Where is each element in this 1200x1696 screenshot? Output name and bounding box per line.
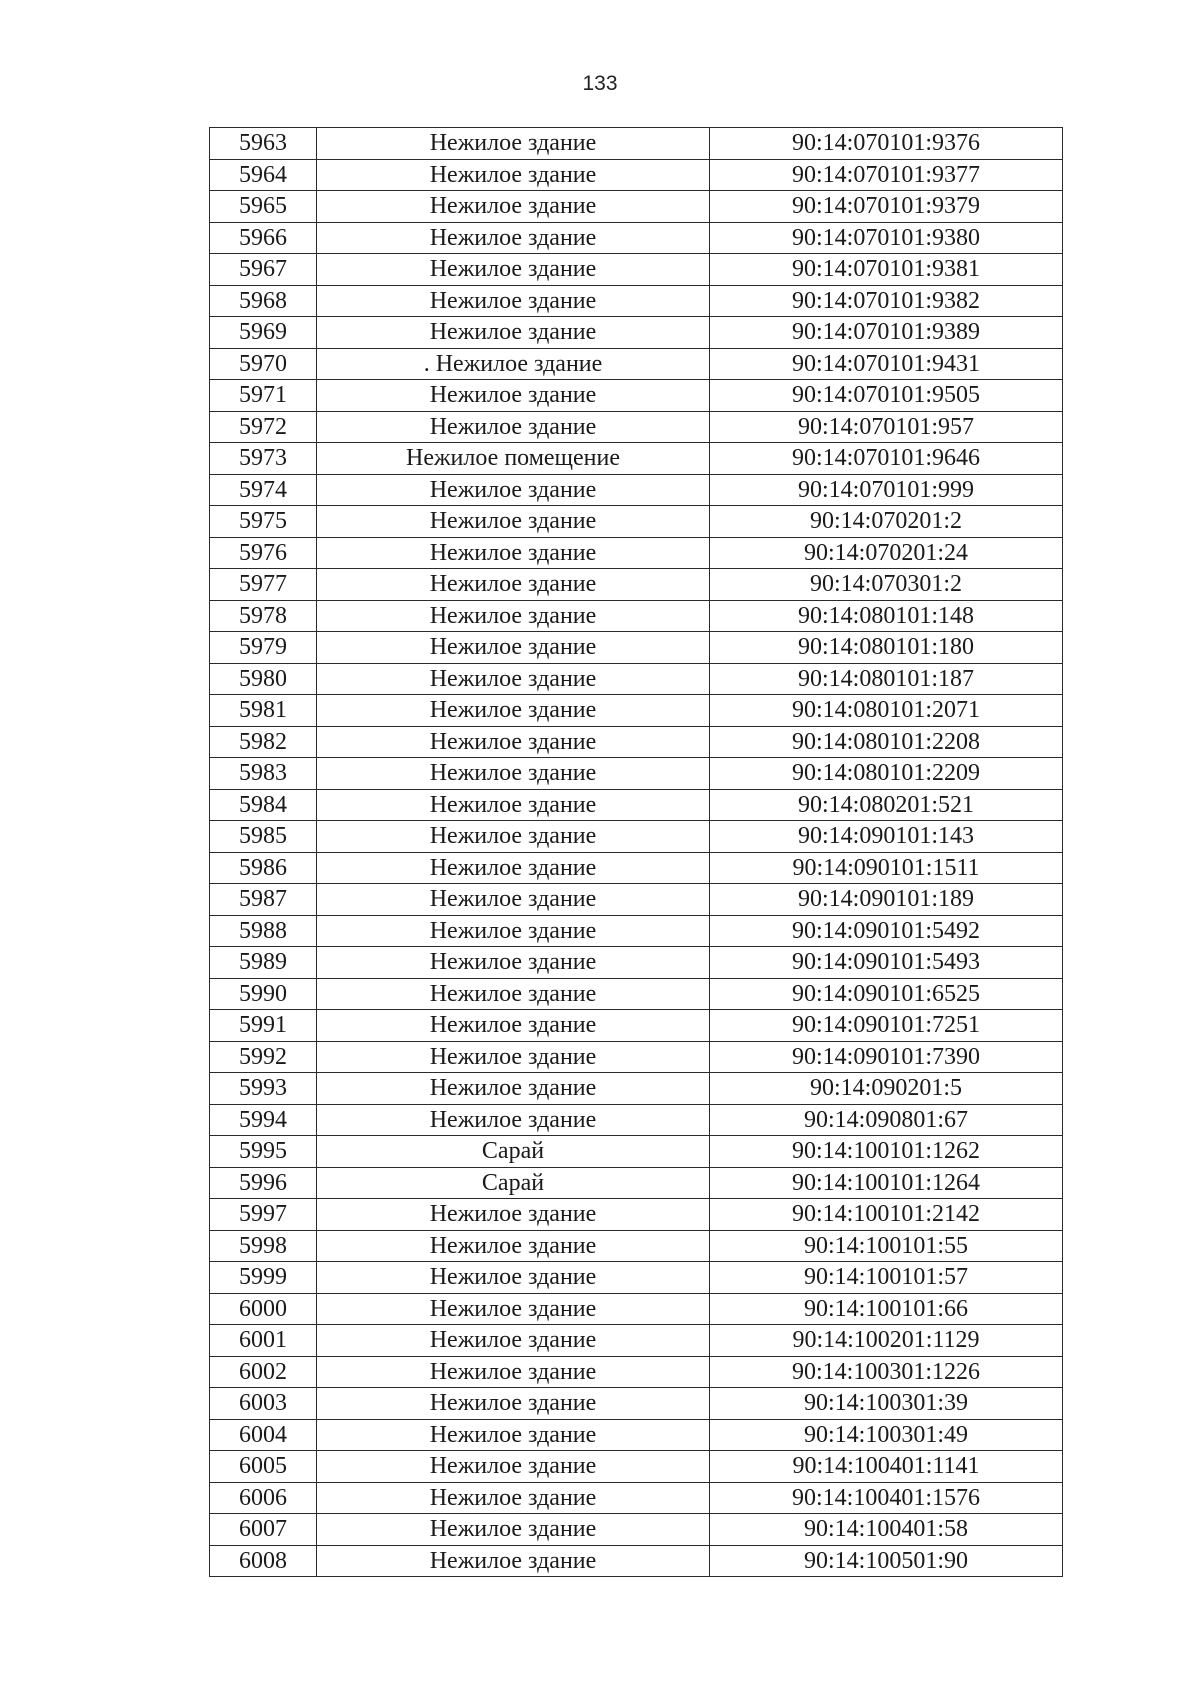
registry-table xyxy=(209,127,1063,1577)
cadastral-number-cell: 90:14:090101:143 xyxy=(710,821,1063,853)
row-number-cell: 5968 xyxy=(210,285,317,317)
cadastral-number-cell: 90:14:100401:1141 xyxy=(710,1451,1063,1483)
row-number-cell: 5989 xyxy=(210,947,317,979)
table-row xyxy=(210,1482,1063,1514)
table-row xyxy=(210,1136,1063,1168)
object-type-cell: Нежилое здание xyxy=(317,1482,710,1514)
row-number-cell: 6004 xyxy=(210,1419,317,1451)
row-number-cell: 5981 xyxy=(210,695,317,727)
table-row xyxy=(210,663,1063,695)
registry-table-body xyxy=(210,128,1063,1577)
row-number-cell: 6005 xyxy=(210,1451,317,1483)
object-type-cell: Нежилое здание xyxy=(317,632,710,664)
table-row xyxy=(210,159,1063,191)
cadastral-number-cell: 90:14:090101:6525 xyxy=(710,978,1063,1010)
cadastral-number-cell: 90:14:100101:57 xyxy=(710,1262,1063,1294)
row-number-cell: 6001 xyxy=(210,1325,317,1357)
row-number-cell: 5966 xyxy=(210,222,317,254)
object-type-cell: Нежилое здание xyxy=(317,1356,710,1388)
object-type-cell: Нежилое здание xyxy=(317,1514,710,1546)
table-row xyxy=(210,1199,1063,1231)
table-row xyxy=(210,789,1063,821)
table-row xyxy=(210,222,1063,254)
table-row xyxy=(210,1514,1063,1546)
row-number-cell: 5991 xyxy=(210,1010,317,1042)
cadastral-number-cell: 90:14:100101:66 xyxy=(710,1293,1063,1325)
object-type-cell: Нежилое здание xyxy=(317,1010,710,1042)
row-number-cell: 5973 xyxy=(210,443,317,475)
cadastral-number-cell: 90:14:100101:1264 xyxy=(710,1167,1063,1199)
object-type-cell: Нежилое здание xyxy=(317,1041,710,1073)
object-type-cell: Нежилое здание xyxy=(317,411,710,443)
row-number-cell: 5972 xyxy=(210,411,317,443)
row-number-cell: 5977 xyxy=(210,569,317,601)
table-row xyxy=(210,1230,1063,1262)
object-type-cell: Нежилое здание xyxy=(317,1419,710,1451)
cadastral-number-cell: 90:14:070301:2 xyxy=(710,569,1063,601)
object-type-cell: Нежилое здание xyxy=(317,600,710,632)
table-row xyxy=(210,537,1063,569)
row-number-cell: 5993 xyxy=(210,1073,317,1105)
row-number-cell: 5998 xyxy=(210,1230,317,1262)
object-type-cell: Нежилое помещение xyxy=(317,443,710,475)
object-type-cell: Нежилое здание xyxy=(317,1073,710,1105)
object-type-cell: Нежилое здание xyxy=(317,1388,710,1420)
table-row xyxy=(210,1388,1063,1420)
object-type-cell: Нежилое здание xyxy=(317,254,710,286)
object-type-cell: Нежилое здание xyxy=(317,506,710,538)
table-row xyxy=(210,443,1063,475)
table-row xyxy=(210,978,1063,1010)
cadastral-number-cell: 90:14:090101:189 xyxy=(710,884,1063,916)
cadastral-number-cell: 90:14:070101:9381 xyxy=(710,254,1063,286)
cadastral-number-cell: 90:14:090101:5493 xyxy=(710,947,1063,979)
table-row xyxy=(210,474,1063,506)
row-number-cell: 5985 xyxy=(210,821,317,853)
table-row xyxy=(210,191,1063,223)
object-type-cell: Нежилое здание xyxy=(317,285,710,317)
object-type-cell: Нежилое здание xyxy=(317,1230,710,1262)
object-type-cell: Нежилое здание xyxy=(317,1199,710,1231)
table-row xyxy=(210,758,1063,790)
object-type-cell: Нежилое здание xyxy=(317,947,710,979)
object-type-cell: Нежилое здание xyxy=(317,789,710,821)
cadastral-number-cell: 90:14:100101:55 xyxy=(710,1230,1063,1262)
cadastral-number-cell: 90:14:100101:1262 xyxy=(710,1136,1063,1168)
cadastral-number-cell: 90:14:090101:7251 xyxy=(710,1010,1063,1042)
row-number-cell: 5999 xyxy=(210,1262,317,1294)
object-type-cell: Нежилое здание xyxy=(317,128,710,160)
object-type-cell: Нежилое здание xyxy=(317,1293,710,1325)
cadastral-number-cell: 90:14:080201:521 xyxy=(710,789,1063,821)
row-number-cell: 5965 xyxy=(210,191,317,223)
cadastral-number-cell: 90:14:080101:187 xyxy=(710,663,1063,695)
page-number: 133 xyxy=(582,72,618,95)
object-type-cell: Нежилое здание xyxy=(317,159,710,191)
table-row xyxy=(210,726,1063,758)
cadastral-number-cell: 90:14:070101:9376 xyxy=(710,128,1063,160)
row-number-cell: 5986 xyxy=(210,852,317,884)
row-number-cell: 5994 xyxy=(210,1104,317,1136)
cadastral-number-cell: 90:14:080101:2209 xyxy=(710,758,1063,790)
cadastral-number-cell: 90:14:070101:999 xyxy=(710,474,1063,506)
object-type-cell: Нежилое здание xyxy=(317,474,710,506)
cadastral-number-cell: 90:14:090101:1511 xyxy=(710,852,1063,884)
cadastral-number-cell: 90:14:090101:7390 xyxy=(710,1041,1063,1073)
object-type-cell: . Нежилое здание xyxy=(317,348,710,380)
table-row xyxy=(210,1262,1063,1294)
object-type-cell: Нежилое здание xyxy=(317,663,710,695)
row-number-cell: 6002 xyxy=(210,1356,317,1388)
cadastral-number-cell: 90:14:070101:957 xyxy=(710,411,1063,443)
object-type-cell: Нежилое здание xyxy=(317,569,710,601)
cadastral-number-cell: 90:14:100501:90 xyxy=(710,1545,1063,1577)
row-number-cell: 5996 xyxy=(210,1167,317,1199)
table-row xyxy=(210,852,1063,884)
cadastral-number-cell: 90:14:100401:58 xyxy=(710,1514,1063,1546)
table-row xyxy=(210,632,1063,664)
row-number-cell: 5969 xyxy=(210,317,317,349)
cadastral-number-cell: 90:14:070101:9505 xyxy=(710,380,1063,412)
table-row xyxy=(210,128,1063,160)
table-row xyxy=(210,947,1063,979)
cadastral-number-cell: 90:14:100201:1129 xyxy=(710,1325,1063,1357)
cadastral-number-cell: 90:14:080101:148 xyxy=(710,600,1063,632)
cadastral-number-cell: 90:14:090801:67 xyxy=(710,1104,1063,1136)
object-type-cell: Нежилое здание xyxy=(317,222,710,254)
table-row xyxy=(210,1167,1063,1199)
object-type-cell: Нежилое здание xyxy=(317,1104,710,1136)
row-number-cell: 5995 xyxy=(210,1136,317,1168)
object-type-cell: Нежилое здание xyxy=(317,726,710,758)
cadastral-number-cell: 90:14:070101:9382 xyxy=(710,285,1063,317)
table-row xyxy=(210,915,1063,947)
table-row xyxy=(210,1104,1063,1136)
cadastral-number-cell: 90:14:070101:9377 xyxy=(710,159,1063,191)
cadastral-number-cell: 90:14:080101:180 xyxy=(710,632,1063,664)
cadastral-number-cell: 90:14:100401:1576 xyxy=(710,1482,1063,1514)
object-type-cell: Нежилое здание xyxy=(317,1545,710,1577)
cadastral-number-cell: 90:14:070101:9431 xyxy=(710,348,1063,380)
row-number-cell: 5963 xyxy=(210,128,317,160)
object-type-cell: Нежилое здание xyxy=(317,884,710,916)
object-type-cell: Сарай xyxy=(317,1167,710,1199)
object-type-cell: Нежилое здание xyxy=(317,380,710,412)
table-row xyxy=(210,506,1063,538)
cadastral-number-cell: 90:14:100301:49 xyxy=(710,1419,1063,1451)
row-number-cell: 5983 xyxy=(210,758,317,790)
object-type-cell: Нежилое здание xyxy=(317,317,710,349)
cadastral-number-cell: 90:14:070201:24 xyxy=(710,537,1063,569)
cadastral-number-cell: 90:14:100301:1226 xyxy=(710,1356,1063,1388)
object-type-cell: Нежилое здание xyxy=(317,821,710,853)
table-row xyxy=(210,348,1063,380)
table-row xyxy=(210,695,1063,727)
row-number-cell: 6008 xyxy=(210,1545,317,1577)
cadastral-number-cell: 90:14:090101:5492 xyxy=(710,915,1063,947)
row-number-cell: 6003 xyxy=(210,1388,317,1420)
row-number-cell: 6007 xyxy=(210,1514,317,1546)
cadastral-number-cell: 90:14:080101:2071 xyxy=(710,695,1063,727)
table-row xyxy=(210,600,1063,632)
object-type-cell: Нежилое здание xyxy=(317,852,710,884)
row-number-cell: 5987 xyxy=(210,884,317,916)
table-row xyxy=(210,884,1063,916)
row-number-cell: 5990 xyxy=(210,978,317,1010)
table-row xyxy=(210,1419,1063,1451)
cadastral-number-cell: 90:14:070101:9380 xyxy=(710,222,1063,254)
row-number-cell: 5971 xyxy=(210,380,317,412)
object-type-cell: Нежилое здание xyxy=(317,1451,710,1483)
table-row xyxy=(210,411,1063,443)
cadastral-number-cell: 90:14:100301:39 xyxy=(710,1388,1063,1420)
table-row xyxy=(210,1325,1063,1357)
cadastral-number-cell: 90:14:070101:9379 xyxy=(710,191,1063,223)
cadastral-number-cell: 90:14:070201:2 xyxy=(710,506,1063,538)
cadastral-number-cell: 90:14:080101:2208 xyxy=(710,726,1063,758)
row-number-cell: 6006 xyxy=(210,1482,317,1514)
cadastral-number-cell: 90:14:070101:9646 xyxy=(710,443,1063,475)
object-type-cell: Нежилое здание xyxy=(317,695,710,727)
row-number-cell: 5982 xyxy=(210,726,317,758)
row-number-cell: 5988 xyxy=(210,915,317,947)
row-number-cell: 6000 xyxy=(210,1293,317,1325)
row-number-cell: 5997 xyxy=(210,1199,317,1231)
object-type-cell: Нежилое здание xyxy=(317,915,710,947)
table-row xyxy=(210,254,1063,286)
row-number-cell: 5970 xyxy=(210,348,317,380)
cadastral-number-cell: 90:14:100101:2142 xyxy=(710,1199,1063,1231)
table-row xyxy=(210,1073,1063,1105)
row-number-cell: 5964 xyxy=(210,159,317,191)
row-number-cell: 5978 xyxy=(210,600,317,632)
object-type-cell: Нежилое здание xyxy=(317,537,710,569)
object-type-cell: Нежилое здание xyxy=(317,1325,710,1357)
table-row xyxy=(210,317,1063,349)
object-type-cell: Сарай xyxy=(317,1136,710,1168)
cadastral-number-cell: 90:14:070101:9389 xyxy=(710,317,1063,349)
cadastral-number-cell: 90:14:090201:5 xyxy=(710,1073,1063,1105)
table-row xyxy=(210,1293,1063,1325)
row-number-cell: 5980 xyxy=(210,663,317,695)
table-row xyxy=(210,821,1063,853)
row-number-cell: 5975 xyxy=(210,506,317,538)
table-row xyxy=(210,285,1063,317)
table-row xyxy=(210,1356,1063,1388)
table-row xyxy=(210,380,1063,412)
table-row xyxy=(210,1545,1063,1577)
table-row xyxy=(210,1451,1063,1483)
table-row xyxy=(210,569,1063,601)
row-number-cell: 5979 xyxy=(210,632,317,664)
table-row xyxy=(210,1041,1063,1073)
object-type-cell: Нежилое здание xyxy=(317,1262,710,1294)
row-number-cell: 5967 xyxy=(210,254,317,286)
row-number-cell: 5984 xyxy=(210,789,317,821)
row-number-cell: 5992 xyxy=(210,1041,317,1073)
object-type-cell: Нежилое здание xyxy=(317,978,710,1010)
row-number-cell: 5974 xyxy=(210,474,317,506)
row-number-cell: 5976 xyxy=(210,537,317,569)
object-type-cell: Нежилое здание xyxy=(317,758,710,790)
table-row xyxy=(210,1010,1063,1042)
object-type-cell: Нежилое здание xyxy=(317,191,710,223)
